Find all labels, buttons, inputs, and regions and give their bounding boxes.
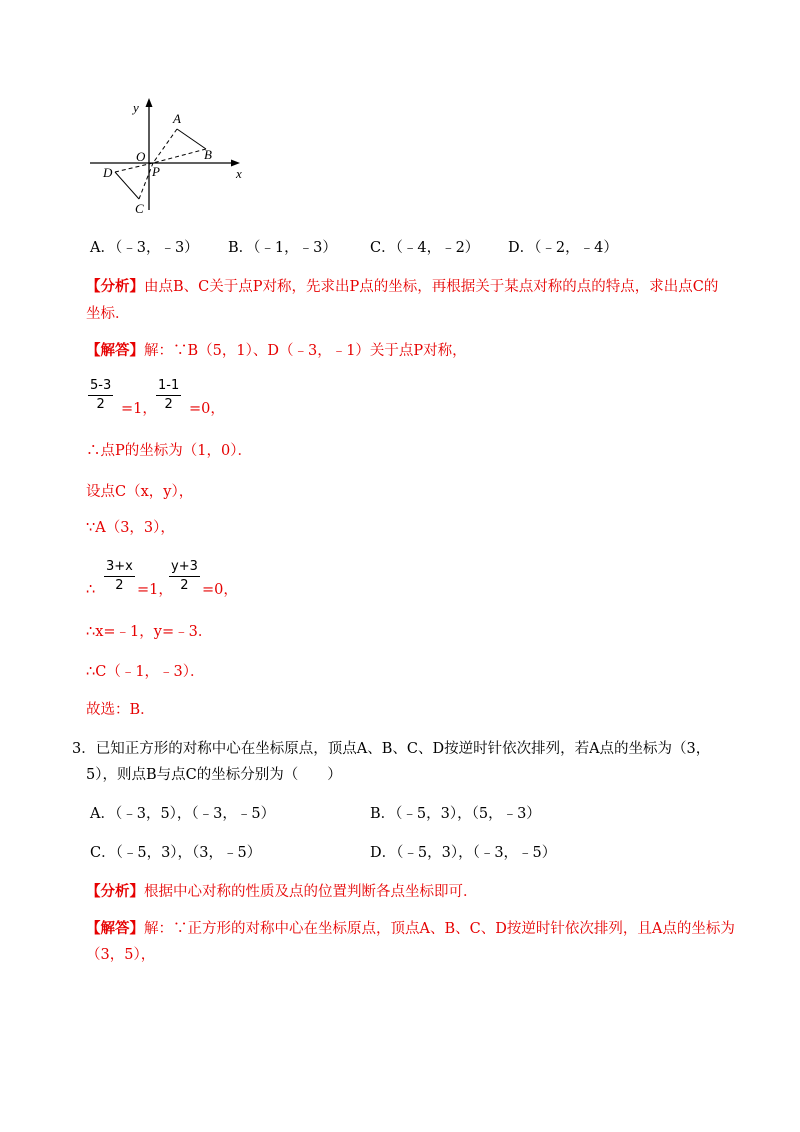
q2-option-a: A．（﹣3，﹣3）	[90, 240, 199, 256]
analysis-tag: 【分析】	[86, 278, 144, 295]
q2-solution-intro	[86, 341, 467, 361]
q3-option-d: D．（﹣5，3），（﹣3，﹣5）	[370, 845, 557, 861]
label-c: C	[135, 201, 144, 216]
fraction-4	[169, 559, 200, 594]
a-coordinate: ∵A（3，3），	[86, 520, 175, 536]
q3-analysis-text: 根据中心对称的性质及点的位置判断各点坐标即可．	[144, 884, 478, 900]
set-point-c: 设点C（x，y），	[86, 484, 194, 500]
segment-cp-dashed	[139, 163, 153, 199]
eq-2: =0，	[189, 401, 225, 417]
label-d: D	[103, 165, 113, 180]
segment-ap-dashed	[153, 129, 177, 163]
therefore-symbol: ∴	[86, 582, 96, 598]
p-coordinate: ∴点P的坐标为（1，0）．	[86, 443, 252, 459]
q3-solution-tag: 【解答】	[86, 920, 144, 937]
q2-analysis-line1	[86, 277, 718, 297]
q3-option-a: A．（﹣3，5），（﹣3，﹣5）	[90, 806, 276, 822]
fraction-1-denominator: 2	[96, 397, 105, 412]
label-a: A	[173, 111, 181, 126]
q2-option-b: B．（﹣1，﹣3）	[228, 240, 337, 256]
q2-option-d: D．（﹣2，﹣4）	[508, 240, 618, 256]
fraction-3-numerator: 3+x	[106, 559, 133, 574]
label-b: B	[204, 147, 212, 162]
solution-intro-text: 解：∵B（5，1）、D（﹣3，﹣1）关于点P对称，	[144, 343, 467, 359]
eq-4: =0，	[202, 582, 238, 598]
fraction-1-numerator: 5-3	[90, 378, 112, 393]
y-axis-arrow	[146, 98, 153, 107]
fraction-1	[88, 378, 113, 413]
q3-option-b: B．（﹣5，3），（5，﹣3）	[370, 806, 541, 822]
q3-solution-line1	[86, 919, 735, 939]
fraction-4-numerator: y+3	[171, 559, 198, 574]
q2-option-c: C．（﹣4，﹣2）	[370, 240, 480, 256]
segment-dc	[115, 172, 139, 199]
fraction-2	[156, 378, 181, 413]
fraction-3-denominator: 2	[115, 578, 124, 593]
q3-option-c: C．（﹣5，3），（3，﹣5）	[90, 845, 262, 861]
q2-choice: 故选：B．	[86, 702, 155, 718]
segment-ab	[177, 129, 206, 149]
c-coordinate: ∴C（﹣1，﹣3）．	[86, 664, 205, 680]
q3-analysis-tag: 【分析】	[86, 883, 144, 900]
label-o: O	[136, 149, 146, 164]
fraction-2-denominator: 2	[164, 397, 173, 412]
label-x: x	[236, 166, 242, 181]
eq-3: =1，	[137, 582, 173, 598]
q3-solution-line2: （3，5），	[86, 947, 156, 963]
label-p: P	[152, 164, 160, 179]
analysis-text: 由点B、C关于点P对称，先求出P点的坐标，再根据关于某点对称的点的特点，求出点C的	[144, 279, 719, 295]
coordinate-figure	[85, 92, 255, 222]
fraction-3	[104, 559, 135, 594]
q2-analysis-line2: 坐标．	[86, 306, 130, 322]
label-y: y	[133, 100, 139, 115]
q3-stem-line2: 5），则点B与点C的坐标分别为（ ）	[86, 767, 342, 783]
solution-tag: 【解答】	[86, 342, 144, 359]
eq-1: =1，	[121, 401, 157, 417]
q3-analysis	[86, 882, 478, 902]
segment-bp-dashed	[153, 149, 206, 163]
q3-stem-line1: 3．已知正方形的对称中心在坐标原点，顶点A、B、C、D按逆时针依次排列，若A点的坐标为（3，	[72, 741, 711, 757]
q3-solution-text: 解：∵正方形的对称中心在坐标原点，顶点A、B、C、D按逆时针依次排列，且A点的坐标为	[144, 921, 735, 937]
xy-values: ∴x=﹣1，y=﹣3．	[86, 624, 213, 640]
fraction-2-numerator: 1-1	[158, 378, 180, 393]
fraction-4-denominator: 2	[180, 578, 189, 593]
segment-dp-dashed	[115, 163, 153, 172]
